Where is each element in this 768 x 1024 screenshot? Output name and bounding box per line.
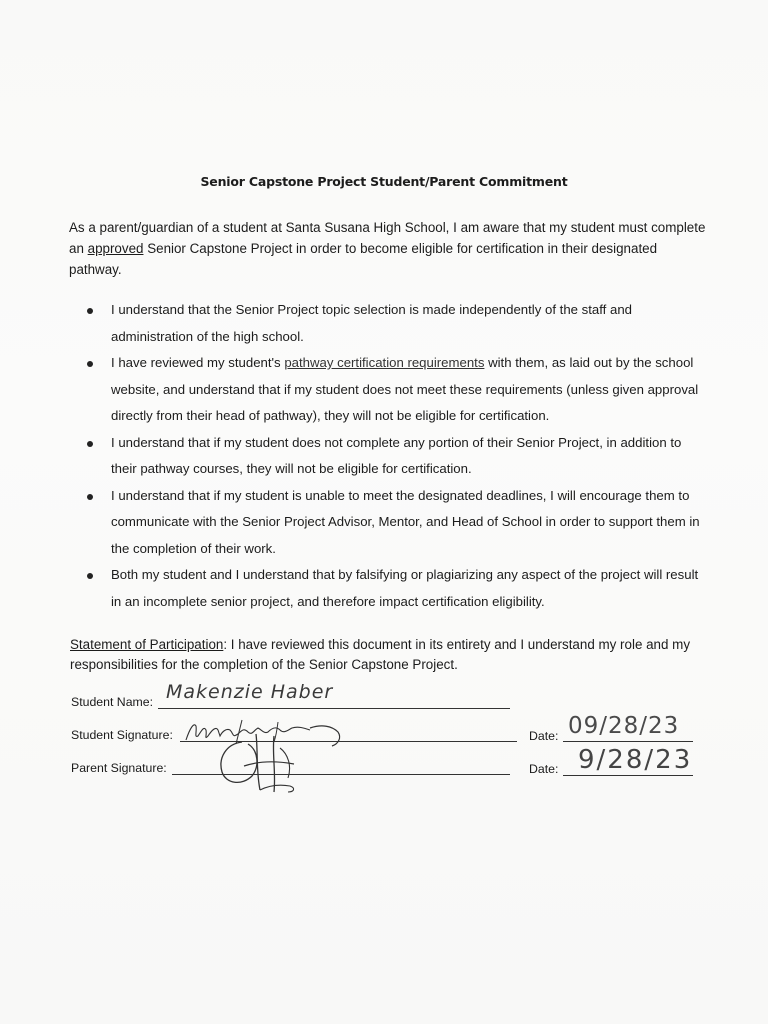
date-value-1: 09/28/23 <box>568 713 680 739</box>
student-name-value: Makenzie Haber <box>166 681 334 703</box>
intro-text-part1: As a parent/guardian of a student at Santa Susana High School, I am aware that my student must complete an <box>69 220 706 256</box>
parent-signature-line <box>172 774 510 775</box>
date-label-2: Date: <box>529 762 559 776</box>
student-signature-line <box>180 741 517 742</box>
bullet-dot-icon <box>87 573 93 579</box>
list-item-text: I understand that if my student is unable to meet the designated deadlines, I will encourage them to communicate with the Senior Project Advisor, Mentor, and Head of School in order to support them in the completion of their work. <box>111 487 700 556</box>
intro-text-part2: Senior Capstone Project in order to become eligible for certification in their designated pathway. <box>69 241 658 277</box>
intro-approved-word: approved <box>87 241 144 256</box>
statement-label: Statement of Participation <box>70 637 224 652</box>
list-item <box>86 430 706 483</box>
date-line-1 <box>563 741 693 742</box>
parent-signature-label: Parent Signature: <box>71 761 167 775</box>
list-item-text-pre: I have reviewed my student's <box>111 355 285 370</box>
student-signature-image <box>182 716 352 750</box>
statement-text: : I have reviewed this document in its entirety and I understand my role and my responsibilities for the completion of the Senior Capstone Project. <box>70 637 691 672</box>
bullet-dot-icon <box>87 494 93 500</box>
date-line-2 <box>563 775 693 776</box>
pathway-requirements-link[interactable]: pathway certification requirements <box>284 355 485 370</box>
student-name-label: Student Name: <box>71 695 154 709</box>
date-label-1: Date: <box>529 729 559 743</box>
list-item-text: Both my student and I understand that by falsifying or plagiarizing any aspect of the project will result in an incomplete senior project, and therefore impact certification eligibility. <box>111 567 699 609</box>
parent-signature-image <box>212 728 312 798</box>
list-item <box>86 483 706 563</box>
date-value-2: 9/28/23 <box>578 745 693 775</box>
student-signature-label: Student Signature: <box>71 728 173 742</box>
bullet-dot-icon <box>87 361 93 367</box>
list-item-text: I understand that if my student does not complete any portion of their Senior Project, in addition to their pathway courses, they will not be eligible for certification. <box>111 434 682 476</box>
bullet-dot-icon <box>87 308 93 314</box>
student-name-line <box>158 708 510 709</box>
commitment-list <box>86 297 706 615</box>
list-item-text-post: with them, as laid out by the school website, and understand that if my student does not meet these requirements (unless given approval directly from their head of pathway), they will not be eligible for certification. <box>111 355 699 423</box>
statement-of-participation <box>70 635 710 675</box>
list-item <box>86 350 706 430</box>
list-item <box>86 562 706 615</box>
list-item-text: I understand that the Senior Project topic selection is made independently of the staff and administration of the high school. <box>111 302 632 344</box>
bullet-dot-icon <box>87 441 93 447</box>
document-title: Senior Capstone Project Student/Parent Commitment <box>200 174 568 189</box>
intro-paragraph <box>69 217 709 280</box>
list-item <box>86 297 706 350</box>
